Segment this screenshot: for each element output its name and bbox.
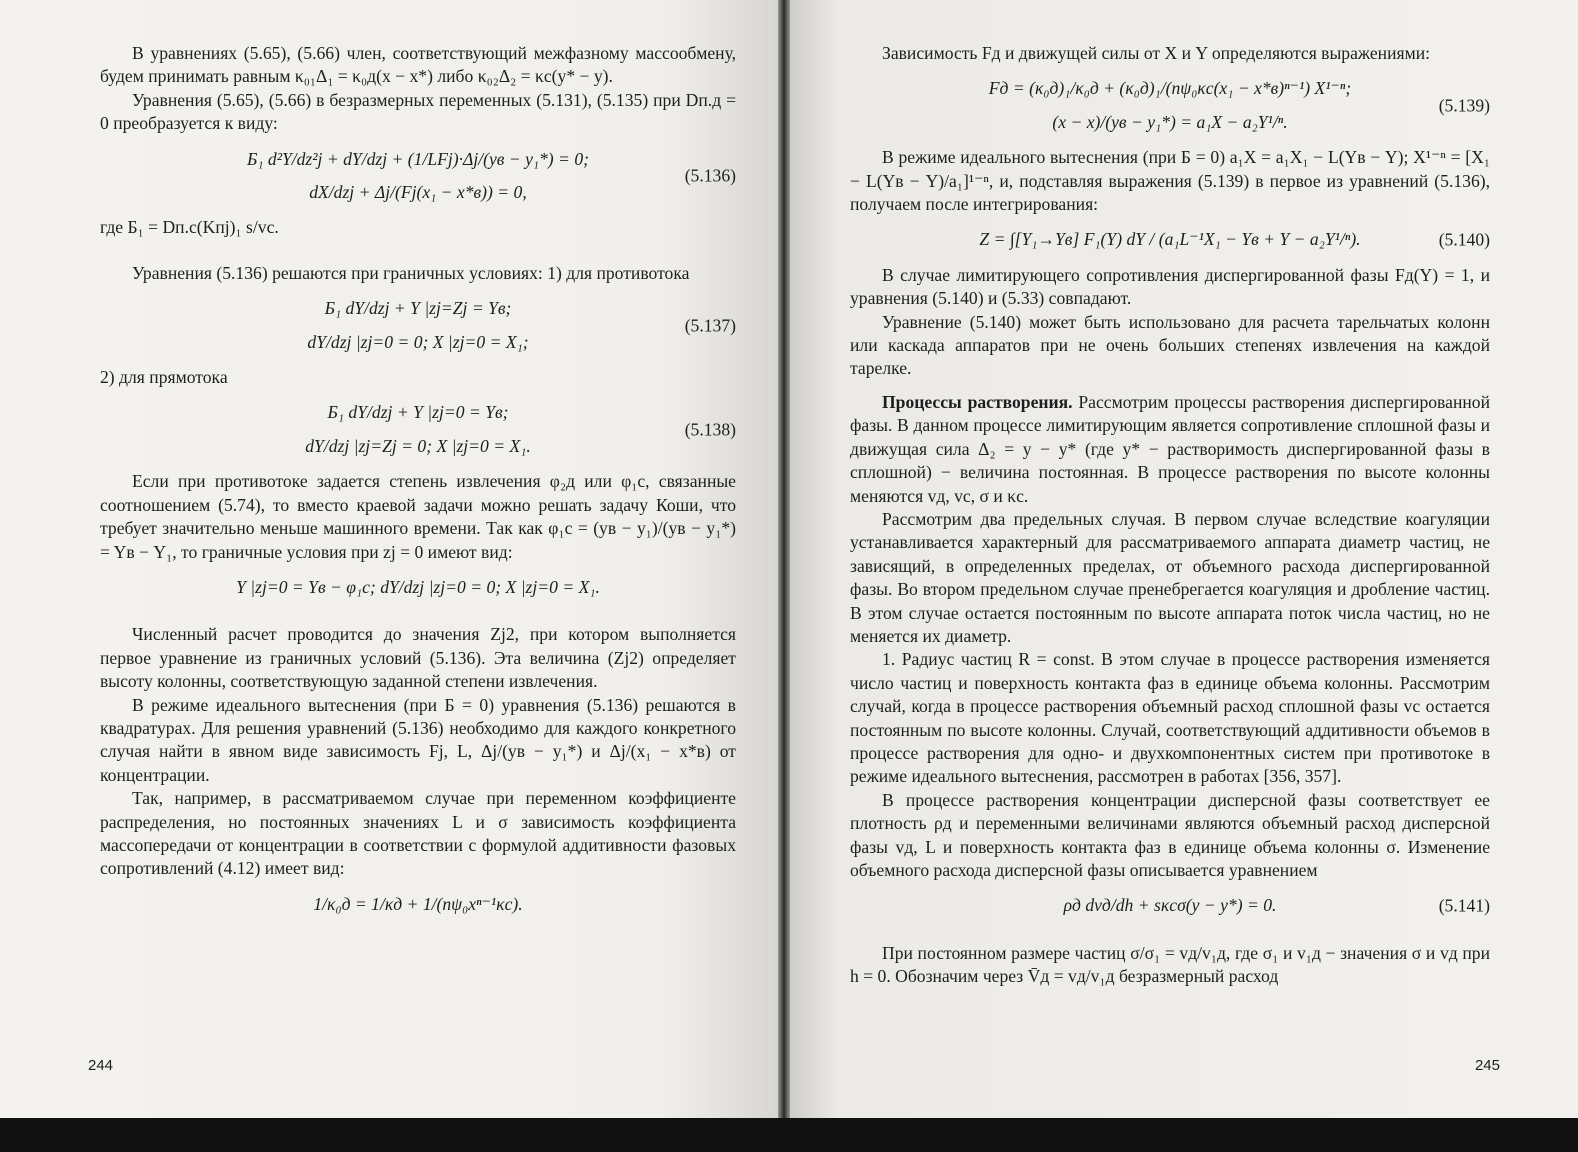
- equation-line: 1/κ₀д = 1/κд + 1/(nψ₀xⁿ⁻¹κc).: [313, 893, 523, 914]
- equation-number: (5.141): [1438, 895, 1490, 916]
- equation-number: (5.139): [1438, 95, 1490, 116]
- paragraph: Рассмотрим два предельных случая. В первом случае вследствие коагуляции устанавливается характерный для рассматриваемого аппарата диаметр частиц, не зависящий, в определенных пределах, от объемного расхода диспергированной фазы. Во втором предельном случае пренебрегается коагуляция и дробление частиц. В этом случае остается постоянным по высоте аппарата поток числа частиц, но не меняется их диаметр.: [850, 508, 1490, 646]
- paragraph: Уравнения (5.65), (5.66) в безразмерных переменных (5.131), (5.135) при Dп.д = 0 преобразуется к виду:: [100, 89, 736, 134]
- equation-number: (5.137): [684, 314, 736, 335]
- paragraph: Уравнение (5.140) может быть использовано для расчета тарельчатых колонн или каскада аппаратов при не очень больших степенях извлечения на каждой тарелке.: [850, 311, 1490, 379]
- right-page: [790, 0, 1578, 1118]
- equation-5-136: [100, 148, 736, 205]
- equation-line: ρд dvд/dh + sκcσ(y − y*) = 0.: [1063, 895, 1277, 916]
- equation-line: Fд = (κ₀д)₁/κ₀д + (κ₀д)₁/(nψ₀κc(x₁ − x*в)ⁿ⁻¹) X¹⁻ⁿ;: [988, 78, 1352, 99]
- paragraph: 2) для прямотока: [100, 367, 228, 388]
- equation-5-139: [850, 77, 1490, 134]
- equation-line: Б₁ dY/dzj + Y |zj=0 = Yв;: [327, 402, 509, 423]
- paragraph: Если при противотоке задается степень извлечения φ₂д или φ₁c, связанные соотношением (5.74), то вместо краевой задачи можно решать задачу Коши, что требует значительно меньше машинного времени. Так как φ₁c = (yв − y₁)/(yв − y₁*) = Yв − Y₁, то граничные условия при zj = 0 имеют вид:: [100, 471, 736, 562]
- equation-5-140: [850, 228, 1490, 251]
- section-heading: Процессы растворения.: [882, 391, 1073, 412]
- book-spine: [778, 0, 790, 1118]
- paragraph: Так, например, в рассматриваемом случае при переменном коэффициенте распределения, но постоянных значениях L и σ зависимость коэффициента массопередачи от концентрации в соответствии с формулой аддитивности фазовых сопротивлений (4.12) имеет вид:: [100, 788, 736, 879]
- paragraph: 1. Радиус частиц R = const. В этом случае в процессе растворения изменяется число частиц и поверхность контакта фаз в единице объема колонны. Рассмотрим случай, когда в процессе растворения объемный расход сплошной фазы vc остается постоянным по высоте колонны. Случай, соответствующий аддитивности объемов в процессе растворения для одно- и двухкомпонентных систем при противотоке в режиме идеального вытеснения, рассмотрен в работах [356, 357].: [850, 649, 1490, 787]
- right-text-column: [850, 42, 1490, 989]
- left-text-column: [100, 42, 736, 918]
- equation-number: (5.140): [1438, 229, 1490, 250]
- equation-5-141: [850, 894, 1490, 917]
- scan-bottom-edge: [0, 1118, 1578, 1152]
- paragraph: В случае лимитирующего сопротивления диспергированной фазы Fд(Y) = 1, и уравнения (5.140) и (5.33) совпадают.: [850, 264, 1490, 309]
- paragraph-text: Рассмотрим процессы растворения диспергированной фазы. В данном процессе лимитирующим является сопротивление сплошной фазы и движущая сила Δ₂ = y − y* (где y* − растворимость диспергированной фазы в сплошной) − величина постоянная. В процессе растворения по высоте колонны меняются vд, vc, σ и κc.: [850, 391, 1490, 506]
- equation-cauchy: [100, 576, 736, 599]
- left-page: [0, 0, 778, 1118]
- equation-line: dY/dzj |zj=0 = 0; X |zj=0 = X₁;: [307, 331, 529, 352]
- equation-line: Б₁ dY/dzj + Y |zj=Zj = Yв;: [324, 298, 512, 319]
- paragraph: Уравнения (5.136) решаются при граничных условиях: 1) для противотока: [132, 262, 690, 283]
- page-number: 244: [88, 1057, 114, 1074]
- paragraph: [850, 391, 1490, 508]
- equation-line: Y |zj=0 = Yв − φ₁c; dY/dzj |zj=0 = 0; X |zj=0 = X₁.: [236, 576, 600, 597]
- paragraph: Численный расчет проводится до значения Zj2, при котором выполняется первое уравнение из граничных условий (5.136). Эта величина (Zj2) определяет высоту колонны, соответствующую заданной степени извлечения.: [100, 624, 736, 692]
- equation-5-138: [100, 401, 736, 458]
- equation-line: (x − x)/(yв − y₁*) = a₁X − a₂Y¹/ⁿ.: [1052, 111, 1288, 132]
- equation-line: dY/dzj |zj=Zj = 0; X |zj=0 = X₁.: [305, 435, 531, 456]
- equation-5-137: [100, 297, 736, 354]
- paragraph: В режиме идеального вытеснения (при Б = 0) уравнения (5.136) решаются в квадратурах. Для решения уравнений (5.136) необходимо для каждого конкретного случая найти в явном виде зависимость Fj, L, Δj/(yв − y₁*) и Δj/(x₁ − x*в) от концентрации.: [100, 694, 736, 785]
- paragraph: где Б₁ = Dп.с(Kпj)₁ s/vc.: [100, 217, 279, 238]
- equation-line: Б₁ d²Y/dz²j + dY/dzj + (1/LFj)·Δj/(yв − y₁*) = 0;: [247, 148, 589, 169]
- equation-number: (5.136): [684, 165, 736, 186]
- page-number: 245: [1474, 1057, 1500, 1074]
- paragraph: В режиме идеального вытеснения (при Б = 0) a₁X = a₁X₁ − L(Yв − Y); X¹⁻ⁿ = [X₁ − L(Yв − Y)/a₁]¹⁻ⁿ, и, подставляя выражения (5.139) в первое из уравнений (5.136), получаем после интегрирования:: [850, 147, 1490, 215]
- paragraph: Зависимость Fд и движущей силы от X и Y определяются выражениями:: [882, 43, 1431, 63]
- equation-line: dX/dzj + Δj/(Fj(x₁ − x*в)) = 0,: [309, 182, 527, 203]
- equation-kappa: [100, 893, 736, 916]
- equation-line: Z = ∫[Y₁→Yв] F₁(Y) dY / (a₁L⁻¹X₁ − Yв + Y − a₂Y¹/ⁿ).: [979, 229, 1361, 250]
- equation-number: (5.138): [684, 419, 736, 440]
- paragraph: При постоянном размере частиц σ/σ₁ = vд/v₁д, где σ₁ и v₁д − значения σ и vд при h = 0. Обозначим через V̄д = vд/v₁д безразмерный расход: [850, 942, 1490, 987]
- paragraph: В уравнениях (5.65), (5.66) член, соответствующий межфазному массообмену, будем принимать равным κ₀₁Δ₁ = κ₀д(x − x*) либо κ₀₂Δ₂ = κc(y* − y).: [100, 43, 736, 87]
- paragraph: В процессе растворения концентрации дисперсной фазы соответствует ее плотность ρд и переменными величинами являются объемный расход дисперсной фазы vд, L и поверхность контакта фаз в единице объема колонны σ. Изменение объемного расхода дисперсной фазы описывается уравнением: [850, 789, 1490, 880]
